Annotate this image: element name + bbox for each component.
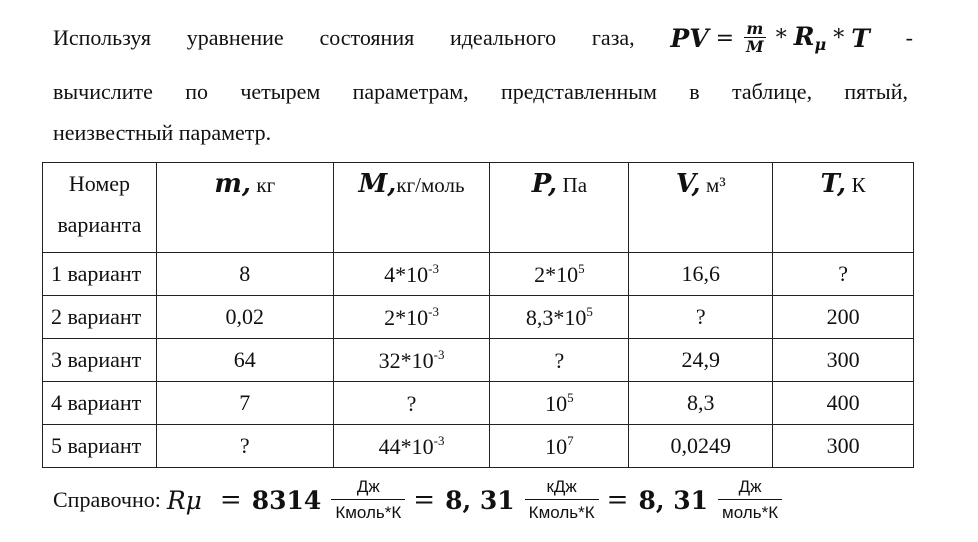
table-header-row [43,163,914,253]
variant-header-line: Номер [68,171,131,196]
intro-word: газа, [591,25,635,50]
intro-word: пятый, [844,79,908,104]
molar-mass-cell [333,339,490,382]
column-variable: M, [358,169,397,199]
volume-cell: 16,6 [629,253,773,296]
cell-base: 44*10 [378,433,434,459]
intro-word: таблице, [731,79,813,104]
cell-exponent: 5 [586,303,593,319]
r-letter: R [793,22,815,51]
column-unit: кг/моль [396,173,465,197]
variant-cell: 1 вариант [43,253,157,296]
intro-line-3: неизвестный параметр. [53,120,272,145]
column-variable: P, [531,169,558,199]
formula-multiply: * [833,25,845,51]
column-unit: м³ [706,173,726,197]
table-row [43,339,914,382]
unit-numerator: кДж [546,477,577,497]
variant-cell: 4 вариант [43,382,157,425]
variant-column-header [43,163,157,253]
unit-fraction [718,477,782,522]
intro-word: по [185,79,209,104]
reference-label: Справочно: [53,487,161,512]
table-row [43,425,914,468]
pressure-cell [490,339,629,382]
reference-line [53,470,893,530]
intro-word: вычислите [53,79,153,104]
equals-sign: = [606,485,629,515]
formula-equals: = [715,25,735,51]
equals-sign: = [219,485,242,515]
cell-base: 10 [545,390,568,416]
pressure-cell [490,382,629,425]
variant-cell: 3 вариант [43,339,157,382]
cell-exponent: -3 [433,432,445,448]
gas-constant-value: 8314 [251,485,322,515]
variant-cell: 5 вариант [43,425,157,468]
column-unit: Па [562,173,588,197]
unit-fraction [525,477,599,522]
cell-base: 2*10 [534,261,579,287]
column-variable: V, [675,169,701,199]
r-subscript: μ [814,35,827,54]
temperature-cell: ? [773,253,914,296]
pressure-cell [490,296,629,339]
molar-mass-cell [333,253,490,296]
unit-denominator: моль*К [718,499,782,523]
cell-exponent: 5 [578,260,585,276]
temperature-cell: 400 [773,382,914,425]
mass-cell: 0,02 [156,296,333,339]
intro-line-2 [53,79,908,105]
column-variable: T, [820,169,847,199]
pressure-cell [490,425,629,468]
formula-multiply: * [775,25,787,51]
cell-exponent: 7 [567,432,574,448]
parameters-table [42,162,914,468]
cell-base: 10 [545,433,568,459]
cell-exponent: 5 [567,389,574,405]
formula-lhs: PV [670,23,709,53]
ideal-gas-formula [670,21,869,55]
pressure-column-header [490,163,629,253]
intro-word: четырем [240,79,321,104]
temperature-cell: 200 [773,296,914,339]
volume-cell: 8,3 [629,382,773,425]
formula-r [794,22,827,54]
cell-exponent: -3 [428,260,439,276]
unit-denominator: Кмоль*К [525,499,599,523]
cell-base: 4*10 [384,261,429,287]
intro-word: Используя [53,25,151,50]
molar-mass-cell [333,425,490,468]
fraction-numerator: m [746,19,764,38]
fraction-denominator: M [746,37,764,56]
temperature-cell: 300 [773,339,914,382]
table-row [43,296,914,339]
intro-word: в [689,79,700,104]
mass-cell: ? [156,425,333,468]
unit-numerator: Дж [738,477,762,497]
cell-base: ? [554,347,565,373]
temperature-column-header [773,163,914,253]
cell-base: 2*10 [384,304,429,330]
molar-mass-cell [333,296,490,339]
mass-column-header [156,163,333,253]
mass-cell: 8 [156,253,333,296]
gas-constant-value: 8, 31 [638,485,709,515]
unit-fraction [331,477,405,522]
gas-constant-symbol: Rμ [166,485,202,515]
volume-cell: 0,0249 [629,425,773,468]
cell-exponent: -3 [428,303,439,319]
formula-t: T [851,23,870,53]
volume-cell: 24,9 [629,339,773,382]
equals-sign: = [413,485,436,515]
column-variable: m, [214,169,251,199]
cell-base: 8,3*10 [525,304,587,330]
column-unit: кг [256,173,276,197]
formula-fraction [744,21,766,55]
intro-word: параметрам, [352,79,469,104]
variant-cell: 2 вариант [43,296,157,339]
variant-header-line: варианта [57,212,142,237]
pressure-cell [490,253,629,296]
intro-word: состояния [319,25,415,50]
intro-word: представленным [500,79,657,104]
mass-cell: 7 [156,382,333,425]
molar-mass-cell [333,382,490,425]
mass-cell: 64 [156,339,333,382]
intro-dash: - [905,25,913,50]
table-row [43,253,914,296]
table-row [43,382,914,425]
intro-word: идеального [449,25,557,50]
volume-column-header [629,163,773,253]
cell-base: 32*10 [378,347,434,373]
temperature-cell: 300 [773,425,914,468]
intro-line-1 [53,8,913,68]
intro-word: уравнение [186,25,284,50]
molar-mass-column-header [333,163,490,253]
unit-numerator: Дж [356,477,380,497]
volume-cell: ? [629,296,773,339]
gas-constant-value: 8, 31 [445,485,515,515]
column-unit: К [851,173,866,197]
unit-denominator: Кмоль*К [331,499,405,523]
cell-exponent: -3 [433,346,445,362]
cell-base: ? [406,390,417,416]
